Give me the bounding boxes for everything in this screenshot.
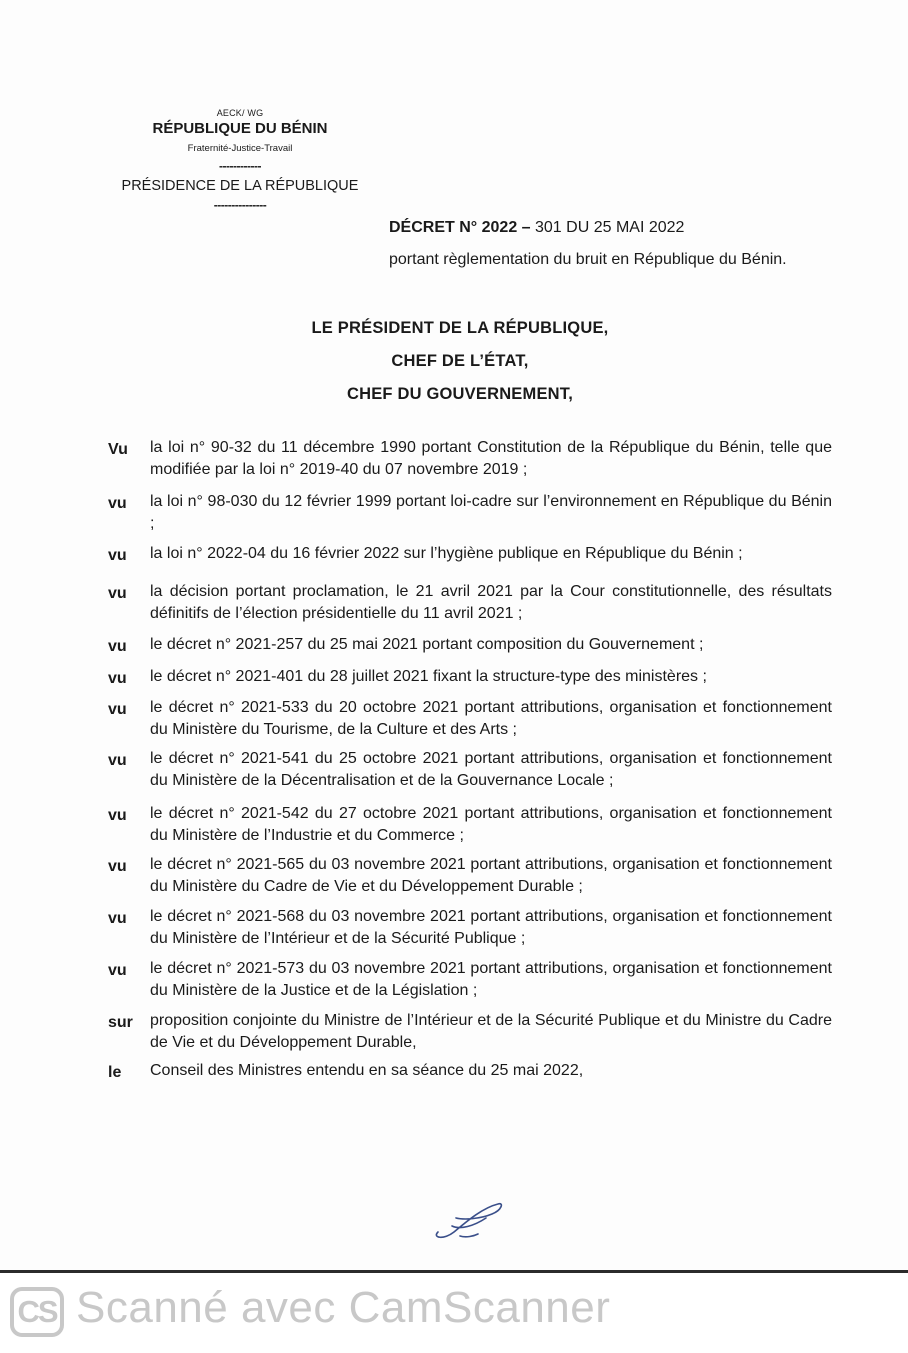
clause-keyword: vu [108,701,127,718]
clause [108,958,832,1010]
clause-keyword: vu [108,962,127,979]
scanner-watermark [0,1273,908,1353]
clause-keyword: vu [108,638,127,655]
clause-keyword: vu [108,910,127,927]
clause-text: le décret n° 2021-257 du 25 mai 2021 portant composition du Gouvernement ; [150,636,704,653]
header-separator: ------------ [219,159,261,173]
clause [108,1010,832,1060]
clause-text: le décret n° 2021-565 du 03 novembre 2021 portant attributions, organisation et fonctionnement du Ministère du Cadre de Vie et du Développement Durable ; [150,856,832,895]
clause [108,803,832,854]
clause-keyword: vu [108,752,127,769]
clause [108,1060,832,1090]
header-separator: --------------- [213,198,267,212]
clause [108,906,832,958]
heading-president: LE PRÉSIDENT DE LA RÉPUBLIQUE, [311,319,609,337]
clause [108,491,832,543]
heading-head-of-government: CHEF DU GOUVERNEMENT, [346,385,574,403]
clause-text: la décision portant proclamation, le 21 avril 2021 par la Cour constitutionnelle, des résultats définitifs de l’élection présidentielle du 11 avril 2021 ; [150,583,832,622]
clause [108,748,832,803]
clause [108,854,832,906]
clause [108,437,832,491]
clause [108,543,832,581]
initials-signature [430,1196,506,1242]
preamble-clauses [108,437,832,1090]
clause-keyword: vu [108,858,127,875]
clause [108,581,832,634]
clause-keyword: Vu [108,441,128,458]
header-motto: Fraternité-Justice-Travail [187,143,293,154]
decree-subject: portant règlementation du bruit en République du Bénin. [389,251,787,268]
heading-head-of-state: CHEF DE L’ÉTAT, [391,352,529,370]
clause-text: le décret n° 2021-401 du 28 juillet 2021 fixant la structure-type des ministères ; [150,668,707,685]
decree-title-date: 301 DU 25 MAI 2022 [530,219,685,236]
clause-keyword: vu [108,585,127,602]
clause-keyword: vu [108,495,127,512]
header-presidency: PRÉSIDENCE DE LA RÉPUBLIQUE [121,178,359,194]
header-country: RÉPUBLIQUE DU BÉNIN [152,120,328,137]
clause-keyword: vu [108,807,127,824]
clause-text: la loi n° 2022-04 du 16 février 2022 sur l’hygiène publique en République du Bénin ; [150,545,743,562]
clause-keyword: vu [108,670,127,687]
decree-title-number: DÉCRET N° 2022 – [389,219,531,236]
clause-text: la loi n° 98-030 du 12 février 1999 portant loi-cadre sur l’environnement en République du Bénin ; [150,493,832,532]
clause-text: le décret n° 2021-541 du 25 octobre 2021 portant attributions, organisation et fonctionnement du Ministère de la Décentralisation et de la Gouvernance Locale ; [150,750,832,789]
clause-text: la loi n° 90-32 du 11 décembre 1990 portant Constitution de la République du Bénin, telle que modifiée par la loi n° 2019-40 du 07 novembre 2019 ; [150,439,832,478]
camscanner-logo: CS [10,1287,64,1337]
clause-keyword: vu [108,547,127,564]
clause-text: Conseil des Ministres entendu en sa séance du 25 mai 2022, [150,1062,584,1079]
clause-keyword: le [108,1064,122,1081]
clause [108,666,832,697]
clause-text: le décret n° 2021-542 du 27 octobre 2021 portant attributions, organisation et fonctionnement du Ministère de l’Industrie et du Commerce ; [150,805,832,844]
clause [108,634,832,666]
header-reference: AECK/ WG [216,108,264,118]
clause-keyword: sur [108,1014,133,1031]
clause-text: le décret n° 2021-573 du 03 novembre 2021 portant attributions, organisation et fonctionnement du Ministère de la Justice et de la Législation ; [150,960,832,999]
clause-text: le décret n° 2021-568 du 03 novembre 2021 portant attributions, organisation et fonctionnement du Ministère de l’Intérieur et de la Sécurité Publique ; [150,908,832,947]
clause-text: proposition conjointe du Ministre de l’Intérieur et de la Sécurité Publique et du Ministre du Cadre de Vie et du Développement Durable, [150,1012,832,1051]
clause [108,697,832,748]
decree-title [389,219,684,237]
clause-text: le décret n° 2021-533 du 20 octobre 2021 portant attributions, organisation et fonctionnement du Ministère du Tourisme, de la Culture et des Arts ; [150,699,832,738]
camscanner-text: Scanné avec CamScanner [76,1283,611,1332]
